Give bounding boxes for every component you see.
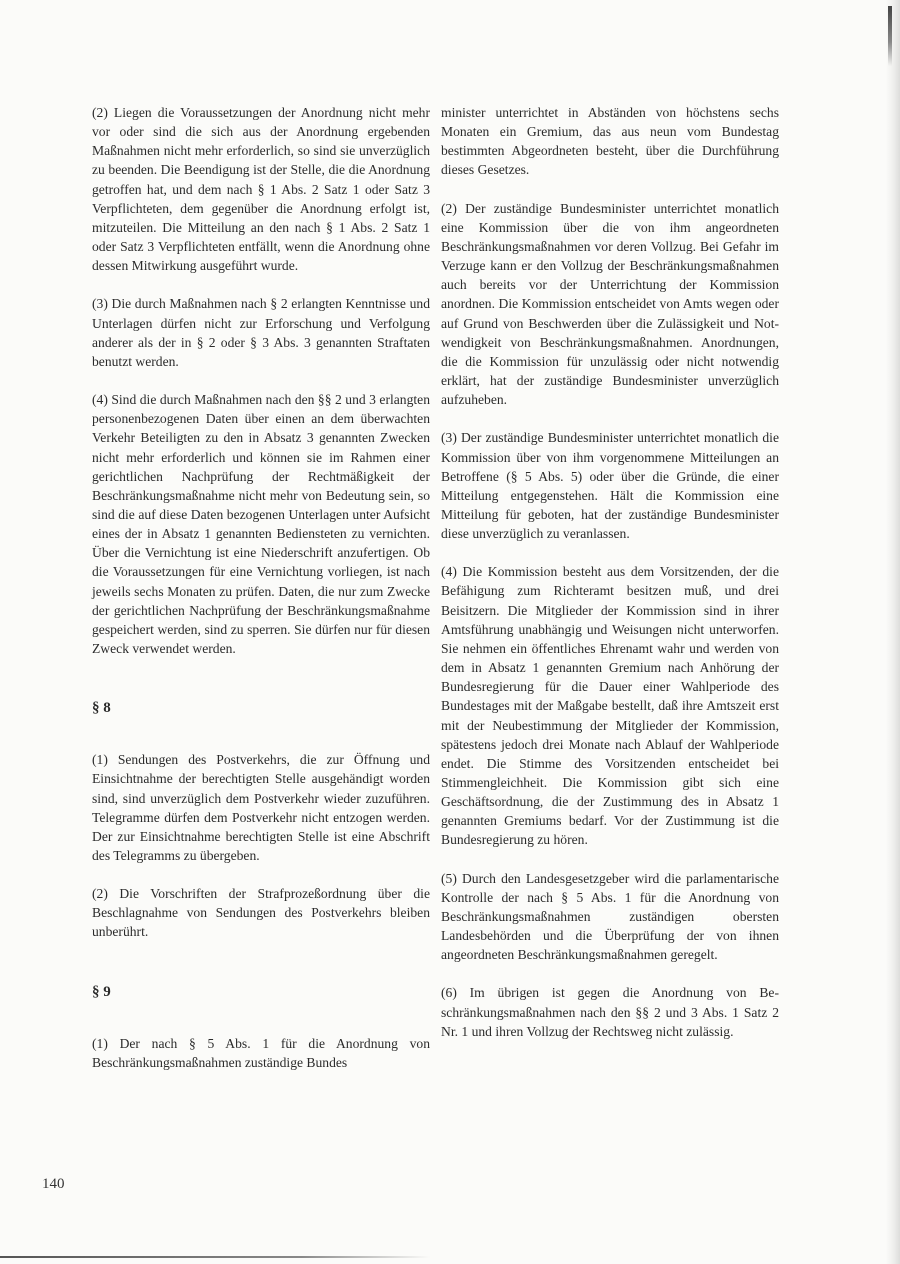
page-number: 140	[42, 1176, 65, 1192]
scan-bottom-line	[0, 1256, 430, 1258]
paragraph-9-4: (4) Die Kommission besteht aus dem Vorsitzenden, der die Befähigung zum Richteramt besitzen muß, und drei Beisitzern. Die Mitglieder der Kommission sind in ihrer Amtsführung unabhängig und Weisungen nicht unterworfen. Sie nehmen ein öffentliches Ehrenamt wahr und werden von dem in Absatz 1 genannten Gremium nach Anhörung der Bundesregierung für die Dauer einer Wahlperiode des Bundestages mit der Maßgabe bestellt, daß ihre Amtszeit erst mit der Neubestimmung der Mitglieder der Kommission, spätestens jedoch drei Monate nach Ablauf der Wahlperiode endet. Die Stimme des Vorsitzenden entscheidet bei Stimmengleichheit. Die Kommission gibt sich eine Geschäftsordnung, die der Zustimmung des in Absatz 1 genannten Gremiums bedarf. Vor der Zustimmung ist die Bundesregierung zu hören.	[441, 564, 779, 848]
paragraph-7-2: (2) Liegen die Voraussetzungen der Anordnung nicht mehr vor oder sind die sich aus der Anordnung ergebenden Maßnahmen nicht mehr erforderlich, so sind sie unverzüglich zu beenden. Die Beendigung ist der Stelle, die die Anordnung getroffen hat, und dem nach § 1 Abs. 2 Satz 1 oder Satz 3 Verpflichteten, dem gegenüber die Anordnung erfolgt ist, mitzuteilen. Die Mitteilung an den nach § 1 Abs. 2 Satz 1 oder Satz 3 Verpflichteten entfällt, wenn die Anordnung ohne dessen Mitwirkung ausgeführt wurde.	[92, 105, 430, 274]
paragraph-9-2: (2) Der zuständige Bundesminister unterrichtet monatlich eine Kommission über die von ihm angeordneten Beschränkungsmaßnahmen vor deren Vollzug. Bei Gefahr im Verzuge kann er den Vollzug der Beschränkungsmaßnahmen auch bereits vor der Unterrichtung der Kommission anordnen. Die Kommission entscheidet von Amts wegen oder auf Grund von Beschwerden über die Zulässigkeit und Notwendigkeit von Beschränkungsmaßnahmen. Anordnungen, die die Kommission für unzulässig oder nicht notwendig erklärt, hat der zuständige Bundesminister unverzüglich aufzuheben.	[441, 200, 779, 408]
paragraph-8-2: (2) Die Vorschriften der Strafprozeßordnung über die Beschlagnahme von Sendungen des Postverkehrs bleiben unberührt.	[92, 886, 430, 940]
paragraph-7-3: (3) Die durch Maßnahmen nach § 2 erlangten Kenntnisse und Unterlagen dürfen nicht zur Erforschung und Verfolgung anderer als der in § 2 oder § 3 Abs. 3 genannten Straftaten benutzt werden.	[92, 296, 430, 369]
paragraph-8-1: (1) Sendungen des Postverkehrs, die zur Öffnung und Einsichtnahme der berechtigten Stelle ausgehändigt worden sind, sind unverzüglich dem Postverkehr wieder zuzuführen. Telegramme dürfen dem Postverkehr nicht entzogen werden. Der zur Einsichtnahme berechtigten Stelle ist eine Abschrift des Telegramms zu übergeben.	[92, 752, 430, 863]
paragraph-9-5: (5) Durch den Landesgesetzgeber wird die parlamentarische Kontrolle der nach § 5 Abs. 1 für die Anordnung von Beschränkungsmaßnahmen zuständigen obersten Landesbehörden und die Überprüfung der von ihnen angeordneten Beschränkungsmaßnahmen geregelt.	[441, 870, 779, 963]
paragraph-7-4: (4) Sind die durch Maßnahmen nach den §§ 2 und 3 erlangten personenbezogenen Daten über einen an dem überwachten Verkehr Beteiligten zu den in Absatz 3 genannten Zwecken nicht mehr erforderlich und können sie im Rahmen einer gerichtlichen Nachprüfung der Rechtmäßigkeit der Beschränkungsmaßnahme nicht mehr von Bedeutung sein, so sind die auf diese Daten bezogenen Unterlagen unter Aufsicht eines der in Absatz 1 genannten Bediensteten zu vernichten. Über die Vernichtung ist eine Niederschrift anzufertigen. Ob die Voraussetzungen für eine Vernichtung vorliegen, ist nach jeweils sechs Monaten zu prüfen. Daten, die nur zum Zwecke der gerichtlichen Nachprüfung der Beschränkungsmaßnahme gespeichert werden, sind zu sperren. Sie dürfen nur für diesen Zweck verwendet werden.	[92, 392, 430, 657]
right-column	[441, 103, 779, 1060]
section-8-heading: § 8	[92, 700, 111, 717]
paragraph-9-1-end: minister unterrichtet in Abständen von höchstens sechs Monaten ein Gremium, das aus neun vom Bundestag bestimmten Abgeordneten besteht, über die Durchführung dieses Gesetzes.	[441, 105, 779, 178]
scan-edge-mark	[888, 6, 892, 66]
section-9-heading: § 9	[92, 983, 111, 1000]
left-column	[92, 103, 430, 1091]
scan-edge-shadow	[886, 0, 900, 1264]
paragraph-9-6: (6) Im übrigen ist gegen die Anordnung von Beschränkungsmaßnahmen nach den §§ 2 und 3 Abs. 1 Satz 2 Nr. 1 und ihren Vollzug der Rechtsweg nicht zulässig.	[441, 985, 779, 1039]
paragraph-9-3: (3) Der zuständige Bundesminister unterrichtet monatlich die Kommission über von ihm vorgenommene Mitteilungen an Betroffene (§ 5 Abs. 5) oder über die Gründe, die einer Mitteilung entgegenstehen. Hält die Kommission eine Mitteilung für geboten, hat der zuständige Bundesminister diese unverzüglich zu veranlassen.	[441, 430, 779, 542]
paragraph-9-1-start: (1) Der nach § 5 Abs. 1 für die Anordnung von Beschränkungsmaßnahmen zuständige Bundes	[92, 1035, 430, 1070]
